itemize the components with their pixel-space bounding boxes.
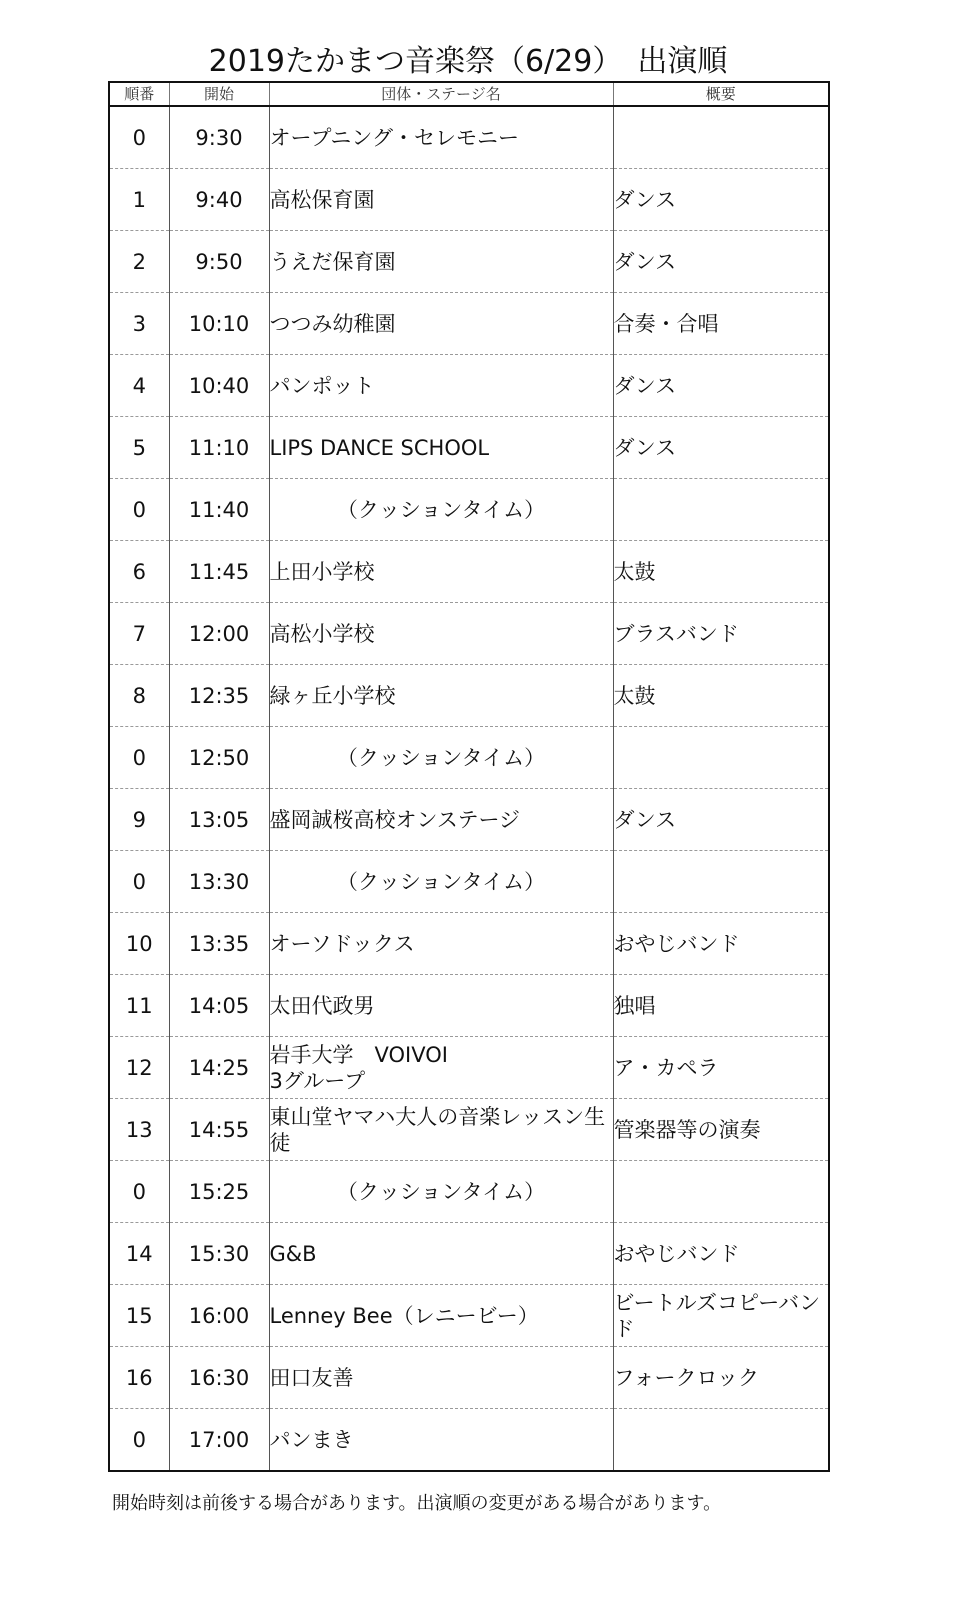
group-name-cell: つつみ幼稚園: [269, 293, 613, 355]
group-name-cell: 太田代政男: [269, 975, 613, 1037]
order-cell: 1: [109, 169, 169, 231]
table-row: [109, 106, 829, 169]
group-name-cell: 田口友善: [269, 1347, 613, 1409]
group-name-cell: （クッションタイム）: [269, 1161, 613, 1223]
start-time-cell: 14:25: [169, 1037, 269, 1099]
header-order: 順番: [109, 82, 169, 106]
start-time-cell: 13:05: [169, 789, 269, 851]
summary-cell: おやじバンド: [613, 1223, 829, 1285]
order-cell: 10: [109, 913, 169, 975]
table-row: [109, 231, 829, 293]
summary-cell: ダンス: [613, 355, 829, 417]
group-name-cell: 盛岡誠桜高校オンステージ: [269, 789, 613, 851]
group-name-cell: 東山堂ヤマハ大人の音楽レッスン生徒: [269, 1099, 613, 1161]
summary-cell: 独唱: [613, 975, 829, 1037]
header-row: [109, 82, 829, 106]
order-cell: 15: [109, 1285, 169, 1347]
group-name-cell: Lenney Bee（レニービー）: [269, 1285, 613, 1347]
order-cell: 0: [132, 1427, 146, 1452]
order-cell: 6: [109, 541, 169, 603]
table-row: [109, 355, 829, 417]
table-row: [109, 293, 829, 355]
start-time-cell: 14:55: [169, 1099, 269, 1161]
start-time-cell: 13:35: [169, 913, 269, 975]
summary-cell: [613, 479, 829, 541]
group-name-cell: オープニング・セレモニー: [269, 106, 613, 169]
group-name-cell: 上田小学校: [269, 541, 613, 603]
summary-cell: 管楽器等の演奏: [613, 1099, 829, 1161]
table-row: [109, 541, 829, 603]
start-time-cell: 10:10: [169, 293, 269, 355]
summary-cell: ダンス: [613, 789, 829, 851]
summary-cell: おやじバンド: [613, 913, 829, 975]
order-cell: 2: [109, 231, 169, 293]
order-cell: 5: [109, 417, 169, 479]
order-cell: 0: [109, 727, 169, 789]
table-row: [109, 603, 829, 665]
order-cell: 11: [109, 975, 169, 1037]
start-time-cell: 12:35: [169, 665, 269, 727]
order-cell: 0: [109, 851, 169, 913]
summary-cell: [613, 106, 829, 169]
table-row: [109, 1037, 829, 1099]
start-time-cell: 15:30: [169, 1223, 269, 1285]
summary-cell: ダンス: [613, 169, 829, 231]
start-time-cell: 11:40: [169, 479, 269, 541]
group-name-cell: 高松保育園: [269, 169, 613, 231]
summary-cell: ダンス: [613, 417, 829, 479]
group-name-cell: 緑ヶ丘小学校: [269, 665, 613, 727]
group-name-cell: 高松小学校: [269, 603, 613, 665]
group-name-cell: （クッションタイム）: [269, 727, 613, 789]
start-time-cell: 11:10: [169, 417, 269, 479]
summary-cell: ブラスバンド: [613, 603, 829, 665]
order-cell: 0: [109, 106, 169, 169]
group-name-cell: パンポット: [269, 355, 613, 417]
header-group-name: 団体・ステージ名: [269, 82, 613, 106]
summary-cell: [613, 1161, 829, 1223]
group-name-cell: LIPS DANCE SCHOOL: [269, 417, 613, 479]
group-name-cell: 岩手大学 VOIVOI 3グループ: [269, 1037, 613, 1099]
start-time-cell: 9:40: [169, 169, 269, 231]
table-row: [109, 169, 829, 231]
summary-cell: ダンス: [613, 231, 829, 293]
summary-cell: [613, 727, 829, 789]
start-time-cell: 14:05: [169, 975, 269, 1037]
group-name-cell: G&B: [269, 1223, 613, 1285]
summary-cell: [613, 1409, 829, 1472]
summary-cell: フォークロック: [613, 1347, 829, 1409]
start-time-cell: 16:00: [169, 1285, 269, 1347]
table-row: [109, 479, 829, 541]
footnote: 開始時刻は前後する場合があります。出演順の変更がある場合があります。: [112, 1493, 722, 1514]
table-row: [109, 665, 829, 727]
group-name-cell: （クッションタイム）: [269, 479, 613, 541]
summary-cell: 合奏・合唱: [613, 293, 829, 355]
table-row: [109, 1285, 829, 1347]
header-summary: 概要: [613, 82, 829, 106]
table-row: [109, 789, 829, 851]
group-name-cell: パンまき: [269, 1409, 613, 1472]
group-name-cell: オーソドックス: [269, 913, 613, 975]
order-cell: 13: [109, 1099, 169, 1161]
summary-cell: 太鼓: [613, 541, 829, 603]
start-time-cell: 12:00: [169, 603, 269, 665]
order-cell: 0: [109, 1161, 169, 1223]
order-cell: 8: [109, 665, 169, 727]
start-time-cell: 12:50: [169, 727, 269, 789]
order-cell: 9: [109, 789, 169, 851]
header-start: 開始: [169, 82, 269, 106]
table-row: [109, 1409, 829, 1472]
start-time-cell: 16:30: [169, 1347, 269, 1409]
table-row: [109, 913, 829, 975]
start-time-cell: 10:40: [169, 355, 269, 417]
summary-cell: [613, 851, 829, 913]
order-cell: 7: [109, 603, 169, 665]
summary-cell: ビートルズコピーバンド: [613, 1285, 829, 1347]
order-cell: 4: [109, 355, 169, 417]
start-time-cell: 9:50: [169, 231, 269, 293]
start-time-cell: 13:30: [169, 851, 269, 913]
table-row: [109, 975, 829, 1037]
start-time-cell: 15:25: [169, 1161, 269, 1223]
order-cell: 0: [109, 479, 169, 541]
table-row: [109, 1161, 829, 1223]
group-name-cell: （クッションタイム）: [269, 851, 613, 913]
order-cell: 3: [109, 293, 169, 355]
table-row: [109, 1223, 829, 1285]
page-title: 2019たかまつ音楽祭（6/29） 出演順: [208, 44, 728, 79]
order-cell: 14: [109, 1223, 169, 1285]
order-cell: 12: [109, 1037, 169, 1099]
table-row: [109, 417, 829, 479]
start-time-cell: 11:45: [169, 541, 269, 603]
schedule-table: [108, 81, 830, 1472]
start-time-cell: 9:30: [169, 106, 269, 169]
summary-cell: ア・カペラ: [613, 1037, 829, 1099]
group-name-cell: うえだ保育園: [269, 231, 613, 293]
table-row: [109, 1099, 829, 1161]
start-time-cell: 17:00: [169, 1409, 269, 1472]
table-row: [109, 1347, 829, 1409]
summary-cell: 太鼓: [613, 665, 829, 727]
order-cell: 16: [109, 1347, 169, 1409]
table-row: [109, 727, 829, 789]
table-row: [109, 851, 829, 913]
